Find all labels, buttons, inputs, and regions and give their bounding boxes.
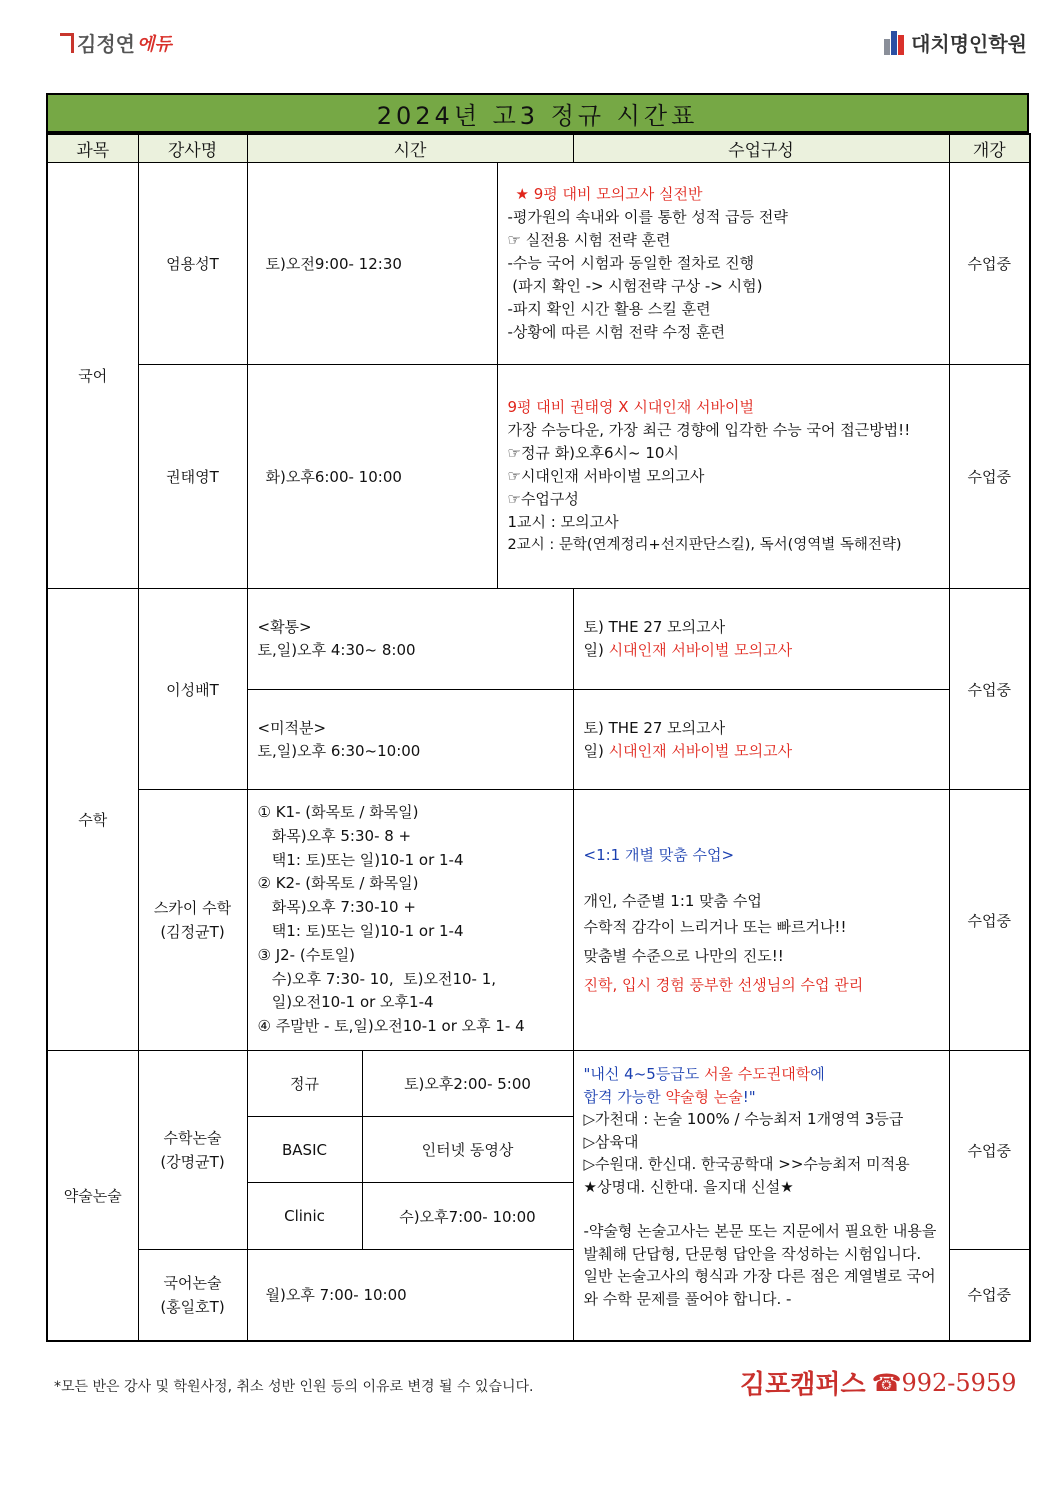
content-line: -상황에 따른 시험 전략 수정 훈련 — [507, 323, 726, 341]
session-time: 월)오후 7:00- 10:00 — [247, 1250, 573, 1341]
table-row — [47, 1051, 1030, 1117]
col-header-time: 시간 — [247, 134, 573, 163]
content-line: ☞수업구성 — [507, 490, 579, 508]
session-time: 수)오후7:00- 10:00 — [362, 1183, 573, 1250]
content-line — [584, 639, 939, 662]
content-highlight: <1:1 개별 맞춤 수업> — [583, 846, 735, 864]
status-badge: 수업중 — [949, 163, 1030, 365]
session-time: 인터넷 동영상 — [362, 1117, 573, 1183]
content-line — [584, 1198, 939, 1220]
status-badge: 수업중 — [949, 365, 1030, 589]
status-badge: 수업중 — [949, 1250, 1030, 1341]
brand-mark-icon — [60, 33, 74, 53]
time-line: 택1: 토)또는 일)10-1 or 1-4 — [257, 850, 464, 869]
content-highlight: 약술형 논술 — [665, 1087, 743, 1106]
session-type: 정규 — [247, 1051, 362, 1117]
content-line: -파지 확인 시간 활용 스킬 훈련 — [507, 300, 711, 318]
content-highlight: 시대인재 서바이벌 모의고사 — [608, 741, 793, 760]
building-bars-icon — [884, 31, 905, 55]
content-line: 수학적 감각이 느리거나 또는 빠르거나!! — [583, 918, 847, 936]
status-badge: 수업중 — [949, 1051, 1030, 1250]
course-name: <확통> — [257, 618, 312, 636]
teacher-name — [138, 1051, 247, 1250]
teacher-line: 스카이 수학 — [153, 899, 232, 917]
class-content — [573, 690, 949, 790]
time-line: 수)오후 7:30- 10, 토)오전10- 1, — [257, 969, 497, 988]
time-line: ① K1- (화목토 / 화목일) — [257, 803, 419, 822]
session-time: 토,일)오후 4:30~ 8:00 — [257, 641, 416, 659]
brand-left-sub: 에듀 — [136, 33, 172, 55]
time-line: 화목)오후 7:30-10 + — [257, 898, 416, 917]
teacher-line: 수학논술 — [163, 1129, 222, 1147]
footer-note: *모든 반은 강사 및 학원사정, 취소 성반 인원 등의 이유로 변경 될 수 있습니다. — [54, 1379, 534, 1395]
col-header-content: 수업구성 — [573, 134, 949, 163]
brand-left-name: 김정연 — [77, 32, 135, 56]
time-line: ④ 주말반 - 토,일)오전10-1 or 오후 1- 4 — [257, 1017, 525, 1036]
content-line: 개인, 수준별 1:1 맞춤 수업 — [583, 892, 762, 910]
content-prefix: 일) — [583, 641, 609, 659]
col-header-subject: 과목 — [47, 134, 138, 163]
session-time: 토,일)오후 6:30~10:00 — [257, 741, 421, 760]
time-line: ② K2- (화목토 / 화목일) — [257, 874, 419, 893]
teacher-name — [138, 790, 247, 1051]
subject-korean: 국어 — [47, 163, 138, 589]
class-content — [497, 163, 949, 365]
campus-contact — [740, 1364, 1016, 1401]
teacher-name: 엄용성T — [138, 163, 247, 365]
session-type: BASIC — [247, 1117, 362, 1183]
content-highlight: 시대인재 서바이벌 모의고사 — [608, 641, 793, 659]
content-line: ▷가천대 : 논술 100% / 수능최저 1개영역 3등급 — [583, 1110, 904, 1128]
col-header-teacher: 강사명 — [138, 134, 247, 163]
content-line: ☞정규 화)오후6시~ 10시 — [507, 444, 679, 462]
class-time: 토)오전9:00- 12:30 — [247, 163, 497, 365]
content-line: -수능 국어 시험과 동일한 절차로 진행 — [507, 254, 755, 272]
table-row — [47, 790, 1030, 1051]
class-content — [497, 365, 949, 589]
course-name: <미적분> — [257, 718, 327, 737]
content-line — [584, 1086, 939, 1109]
time-line: 화목)오후 5:30- 8 + — [257, 826, 412, 845]
quote-text: 에 — [810, 1065, 825, 1083]
table-row — [47, 365, 1030, 589]
quote-text: !" — [742, 1087, 756, 1106]
timetable — [46, 133, 1031, 1342]
class-time: 화)오후6:00- 10:00 — [247, 365, 497, 589]
content-line: -평가원의 속내와 이를 통한 성적 급등 전략 — [507, 208, 788, 226]
class-content — [573, 790, 949, 1051]
campus-name: 김포캠퍼스 — [740, 1370, 866, 1400]
teacher-line: (홍일호T) — [160, 1297, 225, 1316]
session-type: Clinic — [247, 1183, 362, 1250]
brand-logo-left — [60, 28, 172, 57]
time-line: 일)오전10-1 or 오후1-4 — [257, 993, 434, 1012]
essay-description — [573, 1051, 949, 1341]
class-time — [247, 690, 573, 790]
table-row — [47, 163, 1030, 365]
quote-text: "내신 4~5등급도 — [583, 1065, 705, 1083]
teacher-line: 국어논술 — [163, 1273, 222, 1292]
subject-essay: 약술논술 — [47, 1051, 138, 1341]
content-prefix: 일) — [583, 741, 609, 760]
content-line: -약술형 논술고사는 본문 또는 지문에서 필요한 내용을 발췌해 단답형, 단문형 답안을 작성하는 시험입니다. — [583, 1222, 937, 1263]
teacher-line: (김정균T) — [160, 923, 225, 941]
content-line: 가장 수능다운, 가장 최근 경향에 입각한 수능 국어 접근방법!! — [507, 421, 911, 439]
quote-text: 합격 가능한 — [583, 1087, 666, 1106]
content-line: ☞시대인재 서바이벌 모의고사 — [507, 467, 705, 485]
content-line: 일반 논술고사의 형식과 가장 다른 점은 계열별로 국어와 수학 문제를 풀어야 합니다. - — [583, 1267, 936, 1308]
content-highlight: 서울 수도권대학 — [704, 1065, 811, 1083]
time-line: 택1: 토)또는 일)10-1 or 1-4 — [257, 922, 464, 940]
campus-phone: ☎992-5959 — [871, 1368, 1017, 1397]
class-time — [247, 589, 573, 690]
content-line: 9평 대비 권태영 X 시대인재 서바이벌 — [507, 398, 755, 416]
content-line: ▷삼육대 — [583, 1132, 639, 1151]
table-row — [47, 589, 1030, 690]
content-line — [584, 1063, 939, 1086]
header-row — [47, 134, 1030, 163]
content-line: 2교시 : 문학(연계정리+선지판단스킬), 독서(영역별 독해전략) — [507, 537, 902, 553]
teacher-name: 이성배T — [138, 589, 247, 790]
content-highlight: 진학, 입시 경험 풍부한 선생님의 수업 관리 — [583, 976, 864, 994]
content-line: 1교시 : 모의고사 — [507, 513, 619, 531]
class-content — [573, 589, 949, 690]
content-line: ▷수원대. 한신대. 한국공학대 >>수능최저 미적용 — [583, 1155, 910, 1173]
brand-logo-right — [884, 28, 1027, 57]
class-time — [247, 790, 573, 1051]
status-badge: 수업중 — [949, 790, 1030, 1051]
brand-right-name: 대치명인학원 — [911, 32, 1027, 56]
content-line: ★상명대. 신한대. 을지대 신설★ — [583, 1177, 794, 1196]
content-line: ★ 9평 대비 모의고사 실전반 — [515, 185, 703, 203]
time-line: ③ J2- (수토일) — [257, 945, 356, 964]
content-line: 토) THE 27 모의고사 — [583, 618, 726, 636]
timetable-title: 2024년 고3 정규 시간표 — [46, 93, 1029, 133]
col-header-status: 개강 — [949, 134, 1030, 163]
teacher-line: (강명균T) — [160, 1153, 225, 1171]
teacher-name — [138, 1250, 247, 1341]
teacher-name: 권태영T — [138, 365, 247, 589]
status-badge: 수업중 — [949, 589, 1030, 790]
content-line — [584, 740, 939, 763]
content-line: 맞춤별 수준으로 나만의 진도!! — [583, 947, 784, 965]
content-line: (파지 확인 -> 시험전략 구상 -> 시험) — [507, 277, 763, 295]
content-line: 토) THE 27 모의고사 — [583, 718, 726, 737]
content-line: ☞ 실전용 시험 전략 훈련 — [507, 231, 671, 249]
subject-math: 수학 — [47, 589, 138, 1051]
session-time: 토)오후2:00- 5:00 — [362, 1051, 573, 1117]
